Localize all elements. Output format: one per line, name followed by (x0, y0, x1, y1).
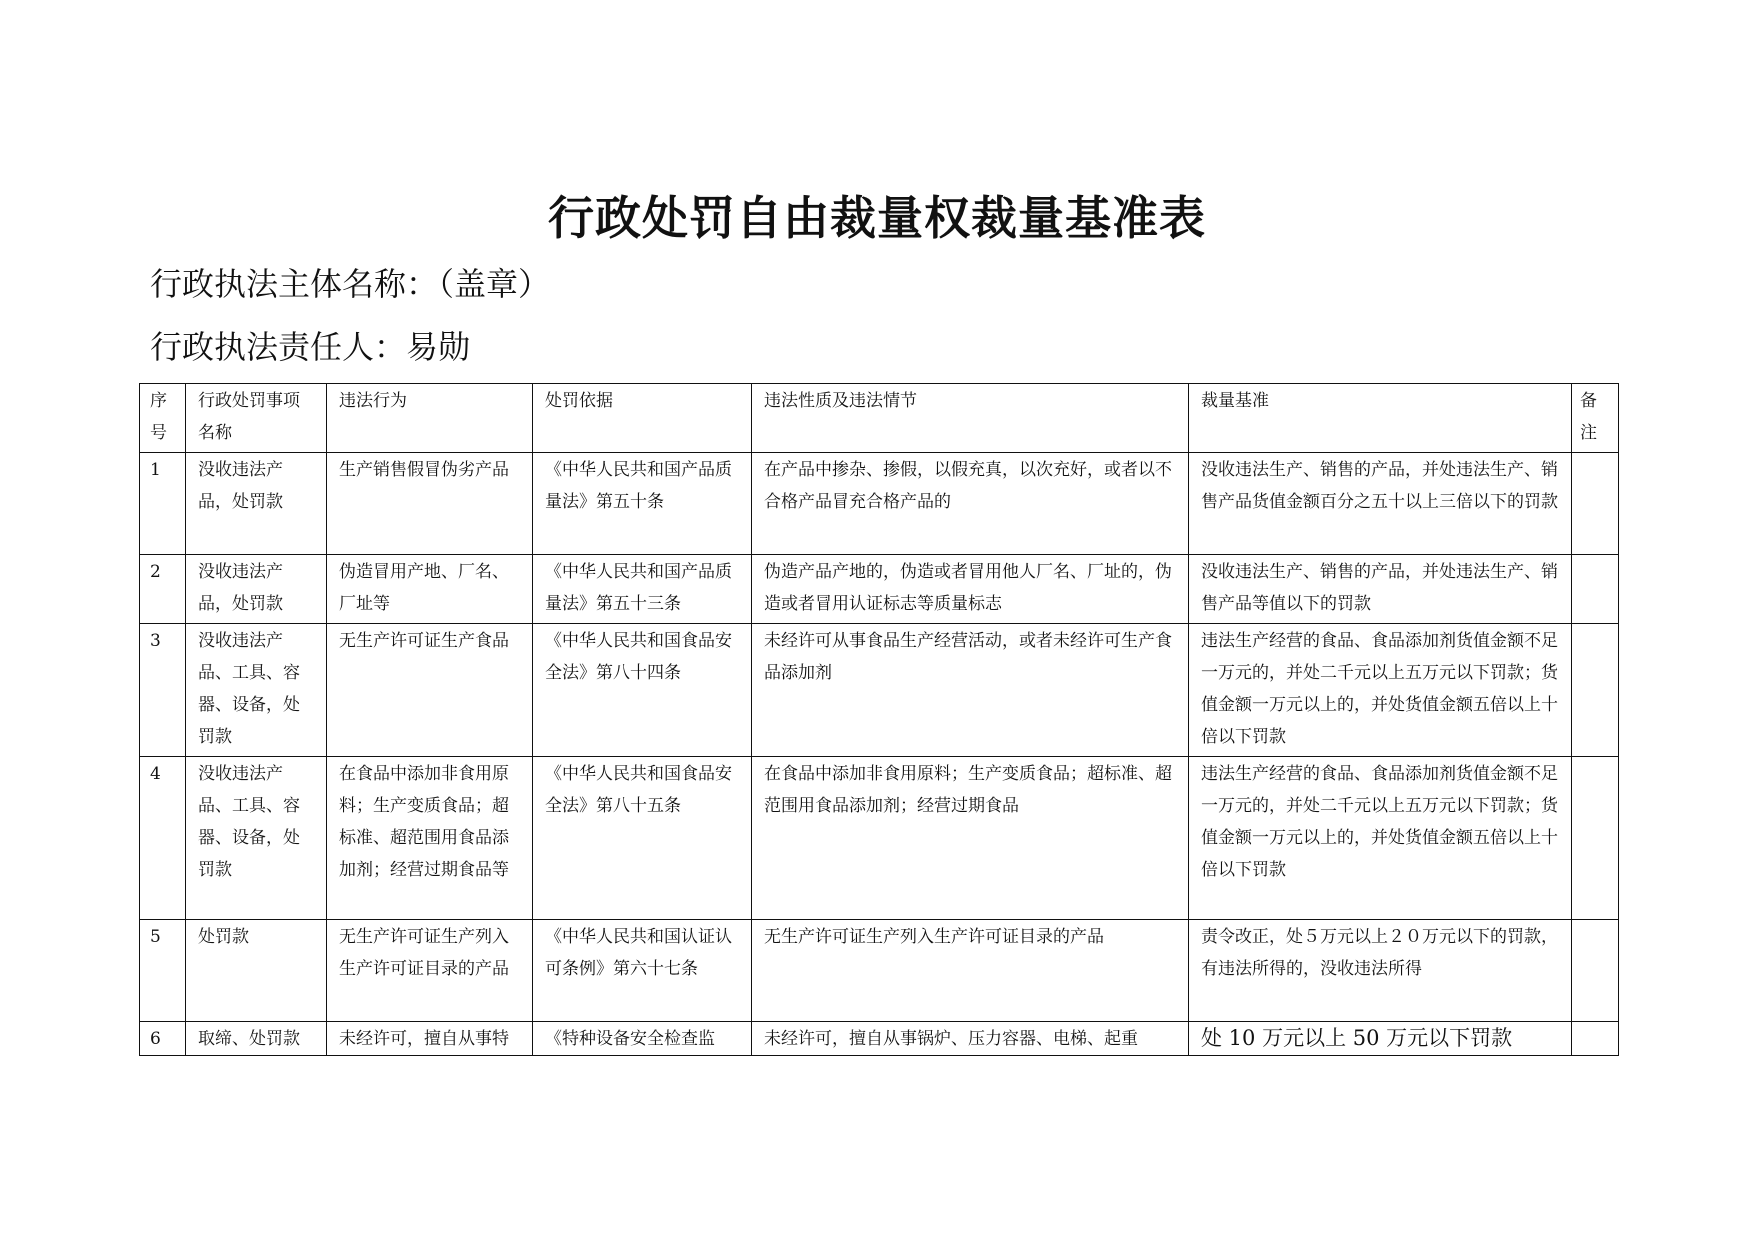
header-illegal-act: 违法行为 (327, 384, 533, 453)
table-row (140, 757, 1619, 920)
cell-serial-number: 4 (140, 757, 186, 920)
cell-discretion-standard: 处 10 万元以上 50 万元以下罚款 (1189, 1022, 1572, 1056)
cell-penalty-basis: 《中华人民共和国食品安全法》第八十四条 (533, 624, 752, 757)
table-row (140, 920, 1619, 1022)
cell-penalty-item: 取缔、处罚款 (186, 1022, 327, 1056)
cell-serial-number: 5 (140, 920, 186, 1022)
cell-illegal-act: 生产销售假冒伪劣产品 (327, 453, 533, 555)
cell-penalty-basis: 《中华人民共和国认证认可条例》第六十七条 (533, 920, 752, 1022)
cell-discretion-standard: 违法生产经营的食品、食品添加剂货值金额不足一万元的，并处二千元以上五万元以下罚款；货值金额一万元以上的，并处货值金额五倍以上十倍以下罚款 (1189, 757, 1572, 920)
cell-penalty-item: 没收违法产品、工具、容器、设备，处罚款 (186, 624, 327, 757)
cell-discretion-standard: 没收违法生产、销售的产品，并处违法生产、销售产品货值金额百分之五十以上三倍以下的罚款 (1189, 453, 1572, 555)
table-row (140, 624, 1619, 757)
header-discretion-standard: 裁量基准 (1189, 384, 1572, 453)
cell-serial-number: 3 (140, 624, 186, 757)
cell-serial-number: 6 (140, 1022, 186, 1056)
cell-serial-number: 1 (140, 453, 186, 555)
table-row (140, 555, 1619, 624)
cell-violation-nature: 在产品中掺杂、掺假，以假充真，以次充好，或者以不合格产品冒充合格产品的 (752, 453, 1189, 555)
cell-violation-nature: 伪造产品产地的，伪造或者冒用他人厂名、厂址的，伪造或者冒用认证标志等质量标志 (752, 555, 1189, 624)
responsible-person-line: 行政执法责任人：易勋 (150, 328, 471, 366)
cell-penalty-basis: 《中华人民共和国产品质量法》第五十三条 (533, 555, 752, 624)
cell-penalty-basis: 《中华人民共和国产品质量法》第五十条 (533, 453, 752, 555)
cell-illegal-act: 无生产许可证生产食品 (327, 624, 533, 757)
cell-violation-nature: 未经许可，擅自从事锅炉、压力容器、电梯、起重 (752, 1022, 1189, 1056)
enforcement-subject-line: 行政执法主体名称：（盖章） (150, 265, 551, 303)
header-remark: 备注 (1572, 384, 1619, 453)
cell-illegal-act: 未经许可，擅自从事特 (327, 1022, 533, 1056)
discretion-standards-table (139, 383, 1619, 1056)
cell-violation-nature: 在食品中添加非食用原料；生产变质食品；超标准、超范围用食品添加剂；经营过期食品 (752, 757, 1189, 920)
cell-penalty-item: 没收违法产品，处罚款 (186, 453, 327, 555)
cell-remark (1572, 555, 1619, 624)
cell-violation-nature: 无生产许可证生产列入生产许可证目录的产品 (752, 920, 1189, 1022)
table-row (140, 453, 1619, 555)
cell-violation-nature: 未经许可从事食品生产经营活动，或者未经许可生产食品添加剂 (752, 624, 1189, 757)
document-title: 行政处罚自由裁量权裁量基准表 (548, 191, 1206, 245)
cell-penalty-item: 没收违法产品，处罚款 (186, 555, 327, 624)
cell-remark (1572, 624, 1619, 757)
table-row (140, 1022, 1619, 1056)
cell-illegal-act: 伪造冒用产地、厂名、厂址等 (327, 555, 533, 624)
cell-illegal-act: 在食品中添加非食用原料；生产变质食品；超标准、超范围用食品添加剂；经营过期食品等 (327, 757, 533, 920)
cell-remark (1572, 453, 1619, 555)
cell-discretion-standard: 违法生产经营的食品、食品添加剂货值金额不足一万元的，并处二千元以上五万元以下罚款；货值金额一万元以上的，并处货值金额五倍以上十倍以下罚款 (1189, 624, 1572, 757)
cell-discretion-standard: 责令改正，处５万元以上２０万元以下的罚款，有违法所得的，没收违法所得 (1189, 920, 1572, 1022)
table-header-row (140, 384, 1619, 453)
cell-penalty-basis: 《特种设备安全检查监 (533, 1022, 752, 1056)
cell-penalty-item: 处罚款 (186, 920, 327, 1022)
cell-discretion-standard: 没收违法生产、销售的产品，并处违法生产、销售产品等值以下的罚款 (1189, 555, 1572, 624)
header-penalty-item: 行政处罚事项名称 (186, 384, 327, 453)
cell-remark (1572, 757, 1619, 920)
cell-illegal-act: 无生产许可证生产列入生产许可证目录的产品 (327, 920, 533, 1022)
cell-penalty-item: 没收违法产品、工具、容器、设备，处罚款 (186, 757, 327, 920)
header-violation-nature: 违法性质及违法情节 (752, 384, 1189, 453)
cell-remark (1572, 920, 1619, 1022)
cell-serial-number: 2 (140, 555, 186, 624)
cell-penalty-basis: 《中华人民共和国食品安全法》第八十五条 (533, 757, 752, 920)
header-serial-number: 序号 (140, 384, 186, 453)
header-penalty-basis: 处罚依据 (533, 384, 752, 453)
cell-remark (1572, 1022, 1619, 1056)
